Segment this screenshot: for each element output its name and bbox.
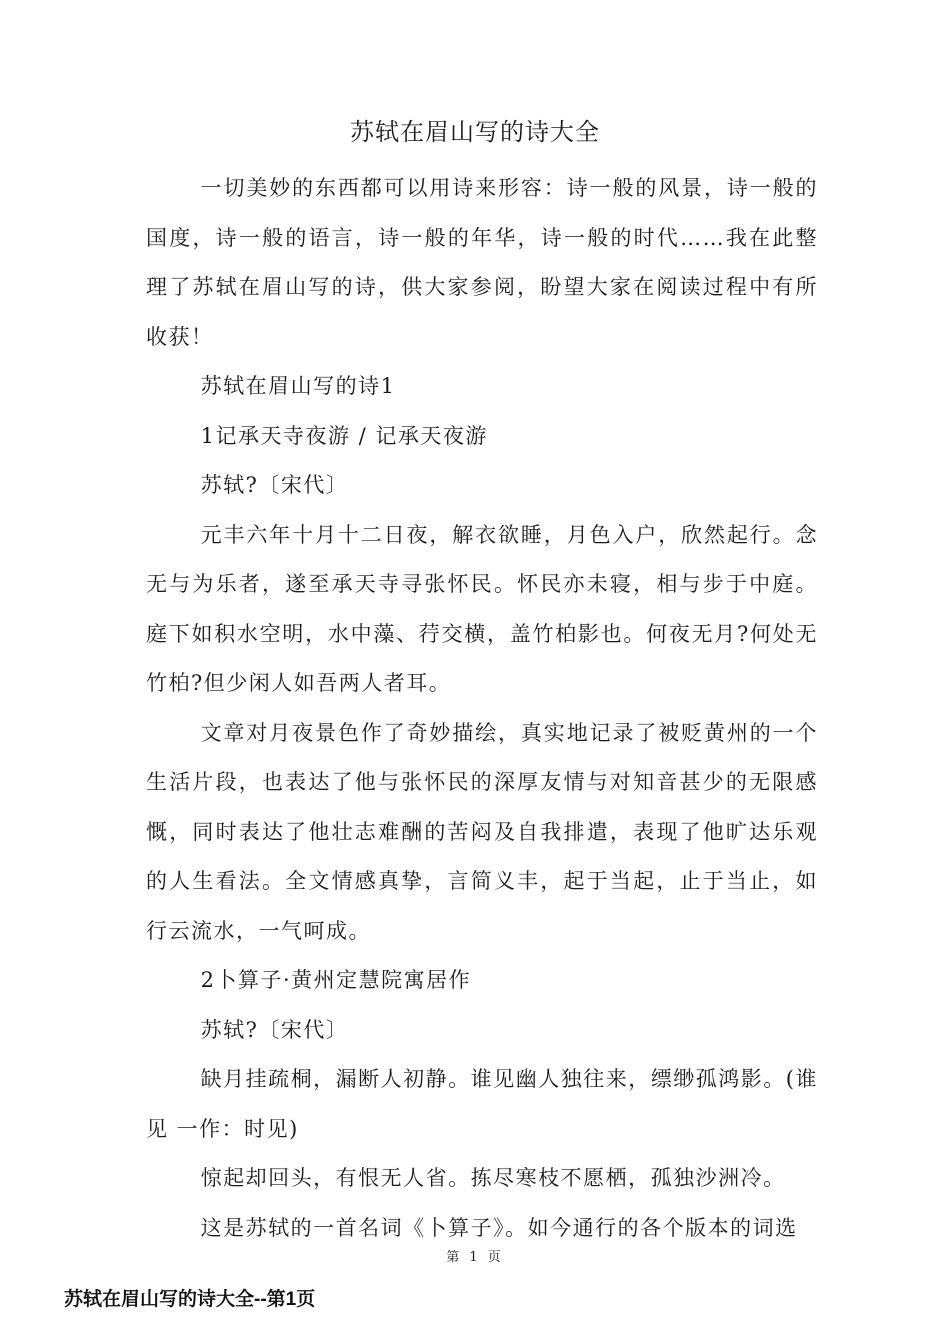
poem-text-2b: 惊起却回头，有恨无人省。拣尽寒枝不愿栖，孤独沙洲冷。	[200, 1166, 786, 1190]
poem-title-2: 2卜算子·黄州定慧院寓居作	[200, 968, 472, 992]
section-heading-1: 苏轼在眉山写的诗1	[200, 374, 396, 398]
paragraph-intro: 一切美妙的东西都可以用诗来形容：诗一般的风景，诗一般的国度，诗一般的语言，诗一般的年华，诗一般的时代……我在此整理了苏轼在眉山写的诗，供大家参阅，盼望大家在阅读过程中有所收获！	[146, 176, 818, 349]
document-title: 苏轼在眉山写的诗大全	[350, 118, 600, 146]
poem-title-1: 1记承天寺夜游 / 记承天夜游	[200, 423, 488, 448]
poem-commentary-2: 这是苏轼的一首名词《卜算子》。如今通行的各个版本的词选	[200, 1215, 798, 1240]
document-body	[146, 164, 818, 1253]
footer-caption: 苏轼在眉山写的诗大全--第1页	[64, 1289, 316, 1310]
poem-text-2a: 缺月挂疏桐，漏断人初静。谁见幽人独往来，缥缈孤鸿影。(谁见 一作：时见)	[146, 1067, 818, 1141]
poem-author-2: 苏轼?〔宋代〕	[200, 1017, 349, 1042]
poem-author-1: 苏轼?〔宋代〕	[200, 473, 349, 497]
poem-commentary-1: 文章对月夜景色作了奇妙描绘，真实地记录了被贬黄州的一个生活片段，也表达了他与张怀民的深厚友情与对知音甚少的无限感慨，同时表达了他壮志难酬的苦闷及自我排遣，表现了他旷达乐观的人生看法。全文情感真挚，言简义丰，起于当起，止于当止，如行云流水，一气呵成。	[146, 720, 818, 943]
page-number: 第 1 页	[446, 1250, 504, 1265]
poem-text-1: 元丰六年十月十二日夜，解衣欲睡，月色入户，欣然起行。念无与为乐者，遂至承天寺寻张怀民。怀民亦未寝，相与步于中庭。庭下如积水空明，水中藻、荇交横，盖竹柏影也。何夜无月?何处无竹柏?但少闲人如吾两人者耳。	[146, 522, 818, 695]
